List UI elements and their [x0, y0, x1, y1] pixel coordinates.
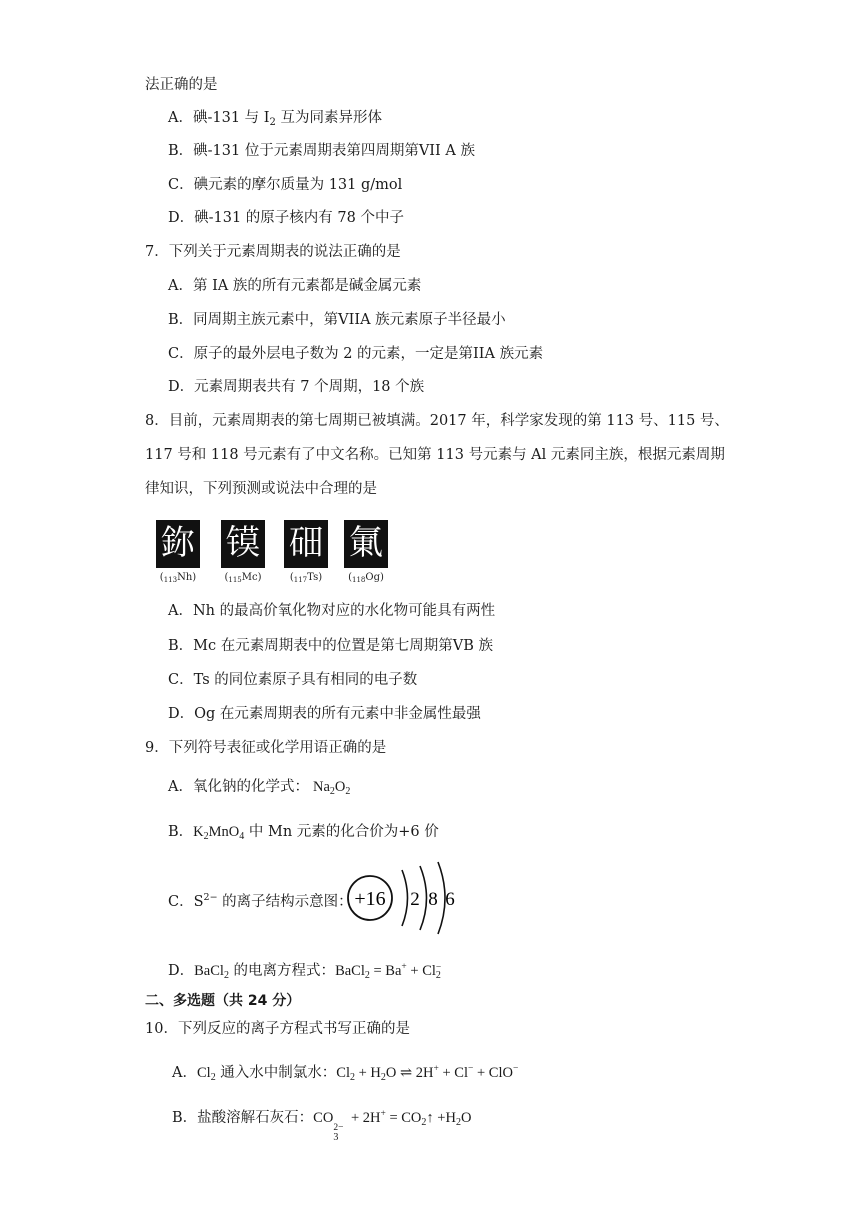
- element-label-117: $(_{117}Ts)$: [289, 572, 323, 584]
- nucleus-charge: +16: [354, 888, 386, 910]
- element-char-113: 鉨: [156, 520, 200, 568]
- q7-stem: 7．下列关于元素周期表的说法正确的是: [145, 244, 401, 260]
- q9-option-b: B．$K_2MnO_4$ 中 Mn 元素的化合价为+6 价: [168, 824, 439, 842]
- q9-option-a: A．氧化钠的化学式： $Na_2O_2$: [168, 779, 351, 797]
- element-label-118: $(_{118}Og)$: [348, 572, 384, 584]
- q7-option-a: A．第 IA 族的所有元素都是碱金属元素: [168, 278, 422, 294]
- q8-option-b: B．Mc 在元素周期表中的位置是第七周期第VB 族: [168, 638, 493, 654]
- q7-option-c: C．原子的最外层电子数为 2 的元素，一定是第IIA 族元素: [168, 346, 544, 362]
- q6-option-a: A．碘-131 与 $I_2$ 互为同素异形体: [168, 110, 382, 128]
- element-label-115: $(_{115}Mc)$: [224, 572, 262, 584]
- q6-option-d: D．碘-131 的原子核内有 78 个中子: [168, 210, 404, 226]
- q8-stem-line2: 117 号和 118 号元素有了中文名称。已知第 113 号元素与 Al 元素同主族，根据元素周期: [145, 447, 725, 463]
- element-char-118: 氭: [344, 520, 388, 568]
- electron-shell-2: [420, 866, 427, 930]
- sulfide-ion-structure-diagram: [345, 858, 460, 938]
- shell-electrons-2: 8: [428, 889, 438, 910]
- q7-option-b: B．同周期主族元素中，第VIIA 族元素原子半径最小: [168, 312, 506, 328]
- q8-option-d: D．Og 在元素周期表的所有元素中非金属性最强: [168, 706, 481, 722]
- q10-option-a: A．$Cl_2$ 通入水中制氯水：$Cl_2 + H_2O$ ⇌ 2H+ + Cl− + ClO−: [172, 1064, 519, 1083]
- q9-stem: 9．下列符号表征或化学用语正确的是: [145, 740, 387, 756]
- shell-electrons-3: 6: [445, 889, 455, 910]
- element-names-figure: [154, 520, 400, 590]
- section-heading-multiple-choice: 二、多选题（共 24 分）: [145, 993, 301, 1009]
- q7-option-d: D．元素周期表共有 7 个周期，18 个族: [168, 379, 425, 395]
- q9-option-d: D．BaCl$_2$ 的电离方程式：BaCl$_2$ = Ba+ + Cl − $_2$: [168, 962, 442, 981]
- electron-shell-3: [438, 862, 445, 934]
- q6-option-b: B．碘-131 位于元素周期表第四周期第VII A 族: [168, 143, 475, 159]
- q6-option-c: C．碘元素的摩尔质量为 131 g/mol: [168, 177, 403, 193]
- q8-stem-line1: 8．目前，元素周期表的第七周期已被填满。2017 年，科学家发现的第 113 号、115 号、: [145, 413, 729, 429]
- q8-option-a: A．Nh 的最高价氧化物对应的水化物可能具有两性: [168, 603, 496, 619]
- q8-stem-line3: 律知识，下列预测或说法中合理的是: [145, 481, 377, 497]
- q10-stem: 10．下列反应的离子方程式书写正确的是: [145, 1021, 410, 1037]
- electron-shell-1: [402, 870, 408, 926]
- q9-option-c: C．$S^{2-}$ 的离子结构示意图：: [168, 892, 353, 910]
- q10-option-b: B．盐酸溶解石灰石：CO 2− 3 + $2H^+ = CO_2↑ +H_2O$: [172, 1109, 472, 1143]
- element-label-113: $(_{113}Nh)$: [159, 572, 197, 584]
- q6-stem-tail: 法正确的是: [145, 77, 218, 93]
- q8-option-c: C．Ts 的同位素原子具有相同的电子数: [168, 672, 418, 688]
- element-char-115: 镆: [221, 520, 265, 568]
- shell-electrons-1: 2: [410, 889, 420, 910]
- element-char-117: 鿬: [284, 520, 328, 568]
